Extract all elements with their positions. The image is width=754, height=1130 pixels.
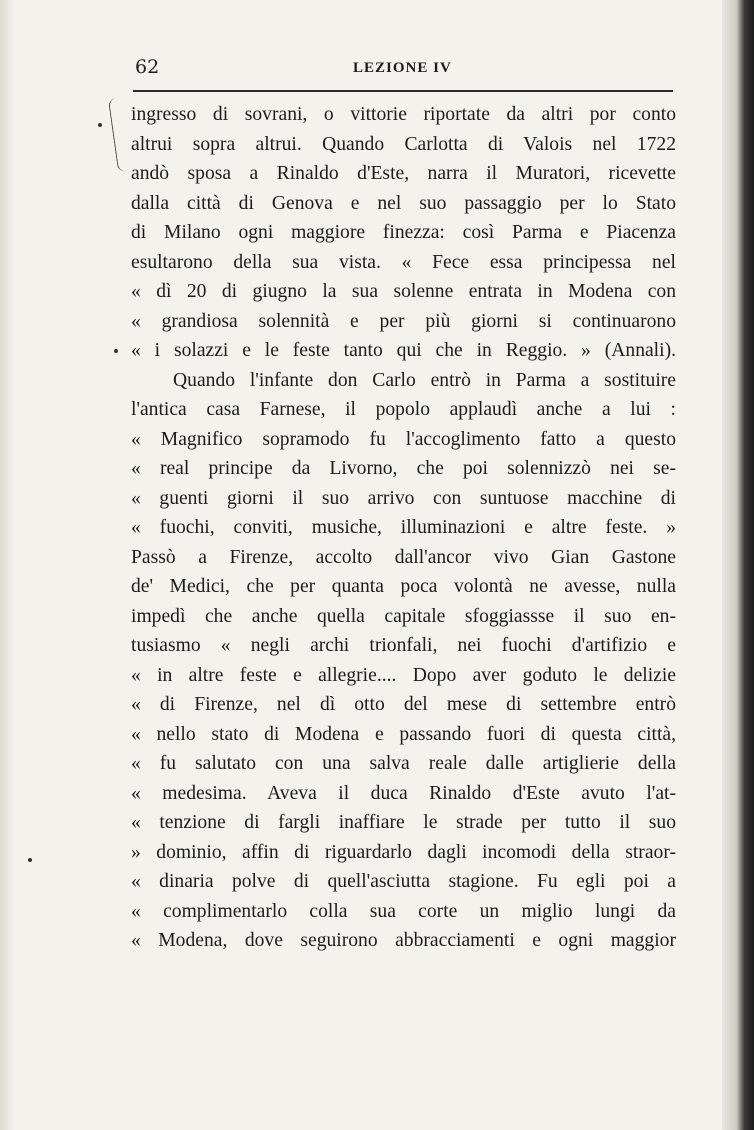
text-line: Quando l'infante don Carlo entrò in Parma a sostituire [173, 369, 676, 391]
text-line: di Milano ogni maggiore finezza: così Parma e Piacenza [131, 222, 676, 243]
page-number: 62 [135, 56, 160, 78]
text-line: impedì che anche quella capitale sfoggiassse il suo en- [131, 605, 676, 627]
text-line: de' Medici, che per quanta poca volontà ne avesse, nulla [131, 576, 676, 597]
body-text [131, 100, 676, 956]
margin-pencil-mark [108, 98, 129, 173]
page-gutter-shadow [0, 0, 14, 1130]
text-line: « real principe da Livorno, che poi solennizzò nei se- [131, 458, 676, 479]
margin-dot [28, 858, 32, 862]
text-line: « Magnifico sopramodo fu l'accoglimento fatto a questo [131, 428, 676, 450]
running-head: LEZIONE IV [353, 60, 452, 76]
text-line: esultarono della sua vista. « Fece essa principessa nel [131, 251, 676, 273]
margin-dot [98, 123, 102, 127]
text-line: « medesima. Aveva il duca Rinaldo d'Este avuto l'at- [131, 782, 676, 804]
text-line: « fu salutato con una salva reale dalle artiglierie della [131, 753, 676, 774]
text-line: » dominio, affin di riguardarlo dagli incomodi della straor- [131, 841, 676, 863]
text-line: l'antica casa Farnese, il popolo applaudì anche a lui : [131, 399, 676, 420]
text-line: « nello stato di Modena e passando fuori di questa città, [131, 723, 676, 745]
text-line: « i solazzi e le feste tanto qui che in Reggio. » (Annali). [131, 340, 676, 361]
text-line: altrui sopra altrui. Quando Carlotta di Valois nel 1722 [131, 133, 676, 155]
text-line: « fuochi, conviti, musiche, illuminazioni e altre feste. » [131, 517, 676, 538]
text-line: andò sposa a Rinaldo d'Este, narra il Muratori, ricevette [131, 163, 676, 184]
header-rule [133, 90, 673, 92]
text-line: « Modena, dove seguirono abbracciamenti e ogni maggior [131, 930, 676, 951]
text-line: « grandiosa solennità e per più giorni si continuarono [131, 310, 676, 332]
text-line: ingresso di sovrani, o vittorie riportate da altri por conto [131, 104, 676, 125]
text-line: « tenzione di fargli inaffiare le strade per tutto il suo [131, 812, 676, 833]
text-line: « in altre feste e allegrie.... Dopo aver goduto le delizie [131, 664, 676, 686]
text-line: « di Firenze, nel dì otto del mese di settembre entrò [131, 694, 676, 715]
text-line: Passò a Firenze, accolto dall'ancor vivo Gian Gastone [131, 546, 676, 568]
text-line: « dì 20 di giugno la sua solenne entrata in Modena con [131, 281, 676, 302]
page-header [135, 56, 670, 86]
text-line: dalla città di Genova e nel suo passaggio per lo Stato [131, 192, 676, 214]
text-line: « dinaria polve di quell'asciutta stagione. Fu egli poi a [131, 871, 676, 892]
page-right-edge [722, 0, 754, 1130]
margin-dot [114, 349, 118, 353]
text-line: tusiasmo « negli archi trionfali, nei fuochi d'artifizio e [131, 635, 676, 656]
text-line: « complimentarlo colla sua corte un miglio lungi da [131, 900, 676, 922]
text-line: « guenti giorni il suo arrivo con suntuose macchine di [131, 487, 676, 509]
